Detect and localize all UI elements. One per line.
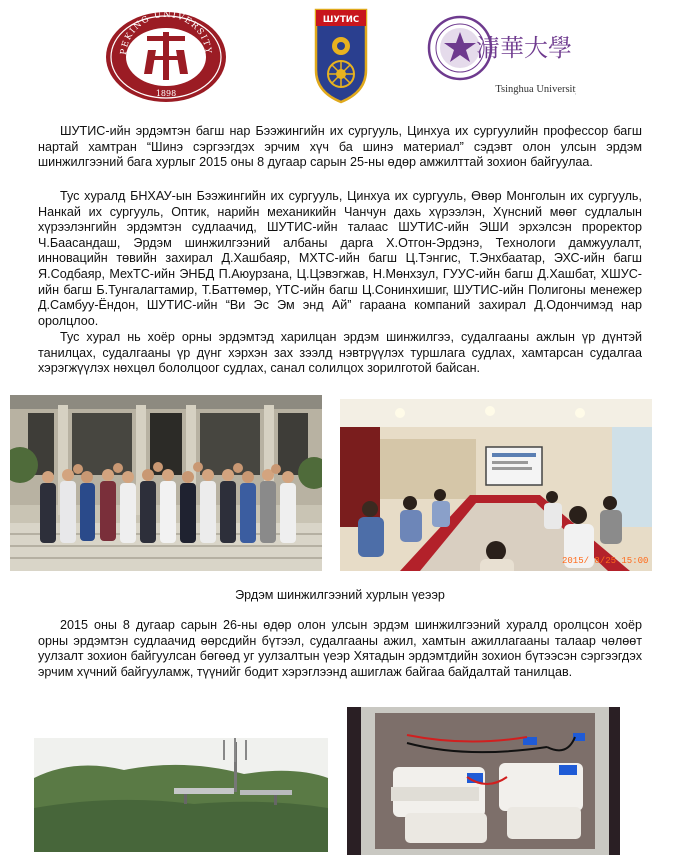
tsinghua-subtitle: Tsinghua University (495, 84, 576, 95)
paragraph-meeting: 2015 оны 8 дугаар сарын 26-ны өдөр олон улсын эрдэм шинжилгээний хуралд оролцсон хоёр орны эрдэмтэн судлаачид өөрсдийн бүтээл, судалгааны ажил, хамтын ажиллагааны талаар чөлөөт уулзалт зохион байгуулсан бөгөөд уг уулзалтын үеэр Хятадын эрдэмтдийн зохион бүтээсэн сэргээгдэх эрчим хүчний байгууламж, түүнийг бодит хэрэглээнд ашиглаж байгаа байдалтай танилцав. (38, 618, 642, 679)
pku-year: 1898 (155, 89, 177, 98)
must-university-logo (314, 8, 368, 104)
paragraph-intro: ШУТИС-ийн эрдэмтэн багш нар Бээжингийн их сургууль, Цинхуа их сургуулийн профессор багш нартай хамтран “Шинэ сэргээгдэх эрчим хүч ба шинэ материал” сэдэвт олон улсын эрдэм шинжилгээний бага хурлыг 2015 оны 8 дугаар сарын 25-ны өдөр амжилттай зохион байгуулаа. (38, 124, 642, 170)
group-photo (10, 395, 322, 571)
paragraph-participants: Тус хуралд БНХАУ-ын Бээжингийн их сургууль, Цинхуа их сургууль, Өвөр Монголын их сургууль, Нанкай их сургууль, Оптик, нарийн механикийн Чанчун дахь хүрээлэн, Хүнсний мөөг судлалын хүрээлэнгийн эрдэмтэн судлаачид, ШУТИС-ийн талаас ШУТИС-ийн ЭШИ эрхэлсэн проректор Ч.Баасандаш, Эрдэм шинжилгээний албаны дарга Х.Отгон-Эрдэнэ, Технологи дамжуулалт, инновацийн төвийн захирал Д.Хашбаяр, МХТС-ийн багш Ц.Тэнгис, Т.Энхбаатар, ЭХС-ийн багш Я.Содбаяр, МехТС-ийн ЭНБД П.Аюурзана, Ц.Цэвэгжав, Н.Мөнхзул, ГУУС-ийн багш Д.Хашбат, ХШУС-ийн багш Б.Тунгалагтамир, Т.Баттөмөр, ҮТС-ийн багш Ц.Сонинхишиг, ШУТИС-ийн Полигоны менежер Д.Самбуу-Ёндон, ШУТИС-ийн “Ви Эс Эм энд Ай” гараана компаний захирал Д.Одончимэд нар оролцлоо. (38, 189, 642, 328)
paragraph-purpose: Тус хурал нь хоёр орны эрдэмтэд харилцан эрдэм шинжилгээ, судалгааны ажлын үр дүнтэй танилцах, судалгааны үр дүнг хэрхэн зах зээлд нэвтрүүлэх туршлага судлах, хамтарсан судалгаа хэрэгжүүлэх нөхцөл бололцоог судлах, санал солилцох зорилготой байсан. (38, 330, 642, 376)
photo-timestamp: 2015/ 8/25 15:00 (562, 556, 649, 566)
photo-caption: Эрдэм шинжилгээний хурлын үеээр (235, 588, 445, 602)
peking-university-logo (104, 10, 228, 104)
must-logo-label: ШУТИС (322, 15, 360, 25)
tsinghua-university-logo (426, 10, 576, 96)
pku-ring-text: PEKING UNIVERSITY (118, 10, 214, 56)
meeting-room-photo (340, 399, 652, 571)
wind-turbine-photo (34, 738, 328, 852)
battery-box-photo (347, 707, 620, 855)
tsinghua-chinese-title: 清華大學 (476, 34, 572, 62)
